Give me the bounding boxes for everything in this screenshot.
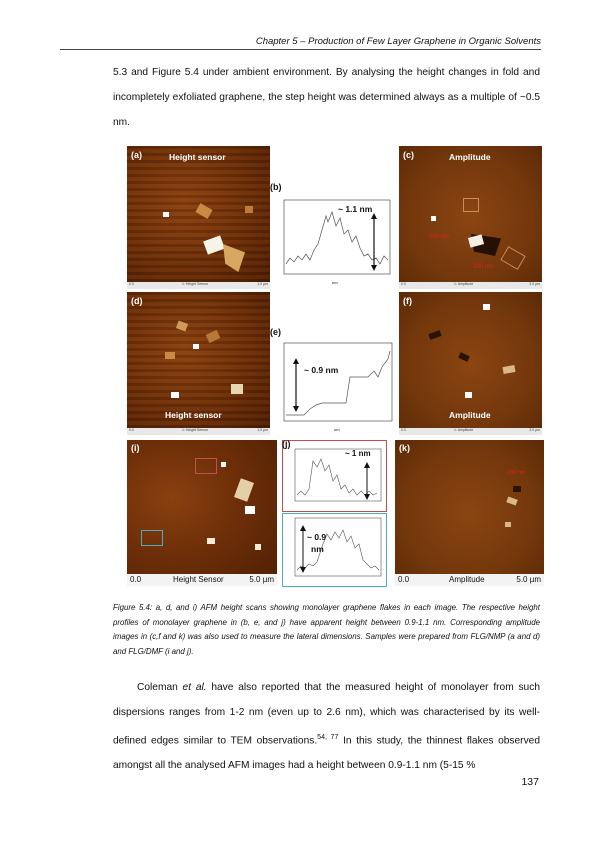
panel-j-top-line xyxy=(297,459,377,495)
scale-strip xyxy=(127,574,277,586)
region-box-top xyxy=(195,458,217,474)
running-header: Chapter 5 – Production of Few Layer Graphene in Organic Solvents xyxy=(255,36,541,47)
flake xyxy=(207,538,215,544)
panel-j-bottom-annotation-1: ~ 0.9 xyxy=(307,532,327,542)
scale-strip: 0.0 1: Amplitude 3.0 µm xyxy=(399,282,542,289)
flake xyxy=(506,496,517,505)
panel-a-height-image xyxy=(127,146,270,289)
scale-strip xyxy=(395,574,544,586)
flake xyxy=(465,392,472,398)
panel-k-scale-left: 0.0 xyxy=(398,575,410,584)
flake xyxy=(255,544,261,550)
flake xyxy=(431,216,436,221)
panel-d-height-image xyxy=(127,292,270,435)
panel-e-xlabel: nm xyxy=(334,427,340,432)
panel-d-title: Height sensor xyxy=(165,410,222,420)
header-rule xyxy=(60,49,541,50)
panel-e-annotation: ~ 0.9 nm xyxy=(304,365,339,375)
panel-d-label: (d) xyxy=(131,296,143,306)
panel-c-scale-2: 200 nm xyxy=(473,264,494,270)
panel-b-plot xyxy=(270,186,397,289)
panel-a-title: Height sensor xyxy=(169,152,226,162)
flake xyxy=(245,506,255,514)
panel-b-xlabel: nm xyxy=(332,280,338,285)
flake xyxy=(176,321,188,332)
flake xyxy=(193,344,199,349)
panel-b-label: (b) xyxy=(270,182,282,192)
panel-j-profile-bottom xyxy=(282,513,387,587)
flake xyxy=(458,352,470,362)
scale-strip: 0.0 1: Height Sensor 1.0 µm xyxy=(127,428,270,435)
flake xyxy=(163,212,169,217)
panel-e-profile xyxy=(270,327,397,435)
flake xyxy=(502,365,515,374)
flake xyxy=(165,352,175,359)
panel-c-label: (c) xyxy=(403,150,414,160)
panel-k-amplitude-image xyxy=(395,440,544,586)
flake xyxy=(428,330,441,340)
page-number: 137 xyxy=(521,776,539,788)
panel-c-scale-1: 200 nm xyxy=(429,234,450,240)
panel-i-scale-left: 0.0 xyxy=(130,575,142,584)
flake xyxy=(234,478,254,502)
flake xyxy=(483,304,490,310)
panel-k-scale-red: 200 nm xyxy=(507,470,526,476)
flake xyxy=(206,330,221,343)
scale-strip: 0.0 1: Height Sensor 1.0 µm xyxy=(127,282,270,289)
panel-k-label: (k) xyxy=(399,443,410,453)
panel-f-amplitude-image xyxy=(399,292,542,435)
scale-strip: 0.0 1: Amplitude 3.0 µm xyxy=(399,428,542,435)
panel-b-profile-line xyxy=(286,212,388,264)
flake xyxy=(231,384,243,394)
panel-f-title: Amplitude xyxy=(449,410,491,420)
panel-e-profile-line xyxy=(286,351,390,415)
panel-f-label: (f) xyxy=(403,296,412,306)
paragraph-top: 5.3 and Figure 5.4 under ambient environment. By analysing the height changes in fold and incompletely exfoliated graphene, the step height was determined always as a multiple of ~0.5 nm. xyxy=(113,67,540,128)
flake xyxy=(203,235,225,254)
panel-j-bottom-annotation-2: nm xyxy=(311,544,324,554)
panel-b-profile xyxy=(270,182,397,289)
flake xyxy=(171,392,179,398)
panel-j-profile-top xyxy=(282,440,387,512)
panel-a-label: (a) xyxy=(131,150,142,160)
panel-j-top-annotation: ~ 1 nm xyxy=(345,449,371,458)
panel-i-height-image xyxy=(127,440,277,586)
flake xyxy=(463,198,479,212)
flake xyxy=(245,206,253,213)
flake xyxy=(221,462,226,467)
panel-i-title: Height Sensor xyxy=(173,575,224,584)
panel-k-title: Amplitude xyxy=(449,575,485,584)
flake xyxy=(505,522,511,527)
panel-c-title: Amplitude xyxy=(449,152,491,162)
figure-caption: Figure 5.4: a, d, and i) AFM height scans showing monolayer graphene flakes in each image. The respective height profiles of monolayer graphene in (b, e, and j) have apparent height between 0.9-1.1 nm. Corresponding amplitude images in (c,f and k) was also used to measure the lateral dimensions. Samples were prepared from FLG/NMP (a and d) and FLG/DMF (i and j). xyxy=(113,603,540,656)
figure-5-4 xyxy=(127,146,544,587)
paragraph-bottom: Coleman et al. have also reported that the measured height of monolayer from such dispersions ranges from 1-2 nm (even up to 2.6 nm), which was characterised by its well-defined edges similar to TEM observations.$^{54, 77}$ In this study, the thinnest flakes observed amongst all the analysed AFM images had a height between 0.9-1.1 nm (5-15 % xyxy=(113,682,540,772)
panel-i-scale-right: 5.0 µm xyxy=(249,575,274,584)
panel-c-amplitude-image xyxy=(399,146,542,289)
flake xyxy=(223,244,245,272)
panel-i-label: (i) xyxy=(131,443,140,453)
panel-k-scale-right: 5.0 µm xyxy=(516,575,541,584)
citation-refs: 54, 77 xyxy=(317,734,339,741)
panel-e-plot xyxy=(270,331,397,435)
flake xyxy=(500,246,525,270)
flake xyxy=(195,203,212,219)
panel-e-label: (e) xyxy=(270,327,281,337)
panel-j-bottom-plot xyxy=(283,514,386,586)
flake xyxy=(513,486,521,492)
panel-j-label: (j) xyxy=(282,439,291,449)
region-box-bottom xyxy=(141,530,163,546)
panel-b-annotation: ~ 1.1 nm xyxy=(338,204,373,214)
